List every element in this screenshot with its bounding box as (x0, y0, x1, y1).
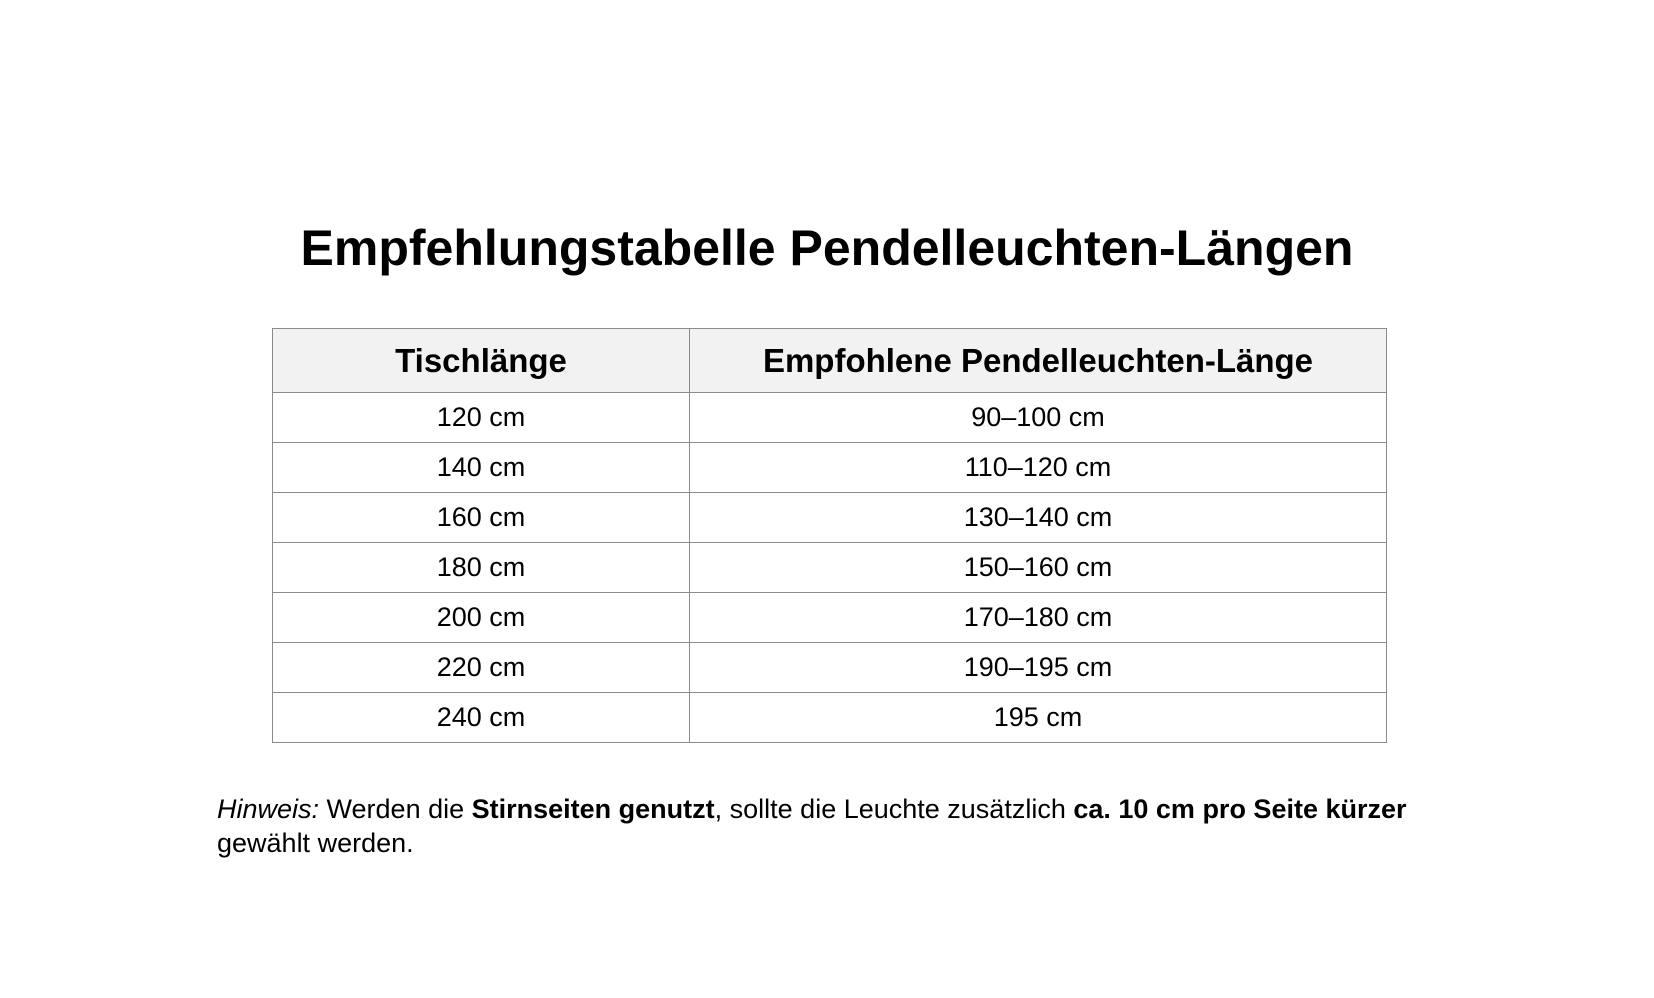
table-row (273, 493, 1387, 543)
hint-label: Hinweis: (217, 794, 320, 824)
table-row (273, 393, 1387, 443)
table-row (273, 593, 1387, 643)
table-row (273, 443, 1387, 493)
hint-text: gewählt werden. (217, 828, 414, 858)
pendant-length-cell: 90–100 cm (690, 393, 1387, 443)
hint-emphasis-shorter: ca. 10 cm pro Seite kürzer (1073, 794, 1407, 824)
table-length-cell: 180 cm (273, 543, 690, 593)
column-header-pendant-length: Empfohlene Pendelleuchten-Länge (690, 329, 1387, 393)
table-header-row (273, 329, 1387, 393)
column-header-table-length: Tischlänge (273, 329, 690, 393)
pendant-length-cell: 110–120 cm (690, 443, 1387, 493)
table-row (273, 643, 1387, 693)
table-length-cell: 200 cm (273, 593, 690, 643)
pendant-length-cell: 130–140 cm (690, 493, 1387, 543)
pendant-length-cell: 170–180 cm (690, 593, 1387, 643)
table-length-cell: 120 cm (273, 393, 690, 443)
page-title: Empfehlungstabelle Pendelleuchten-Längen (300, 220, 1354, 276)
table-row (273, 543, 1387, 593)
table-length-cell: 160 cm (273, 493, 690, 543)
hint-text: Werden die (319, 794, 472, 824)
table-length-cell: 240 cm (273, 693, 690, 743)
pendant-length-cell: 190–195 cm (690, 643, 1387, 693)
hint-text: , sollte die Leuchte zusätzlich (714, 794, 1074, 824)
hint-note (217, 792, 1477, 860)
pendant-length-cell: 150–160 cm (690, 543, 1387, 593)
recommendation-table (272, 328, 1387, 743)
table-length-cell: 140 cm (273, 443, 690, 493)
table-length-cell: 220 cm (273, 643, 690, 693)
pendant-length-cell: 195 cm (690, 693, 1387, 743)
hint-emphasis-front-sides: Stirnseiten genutzt (471, 794, 715, 824)
table-row (273, 693, 1387, 743)
